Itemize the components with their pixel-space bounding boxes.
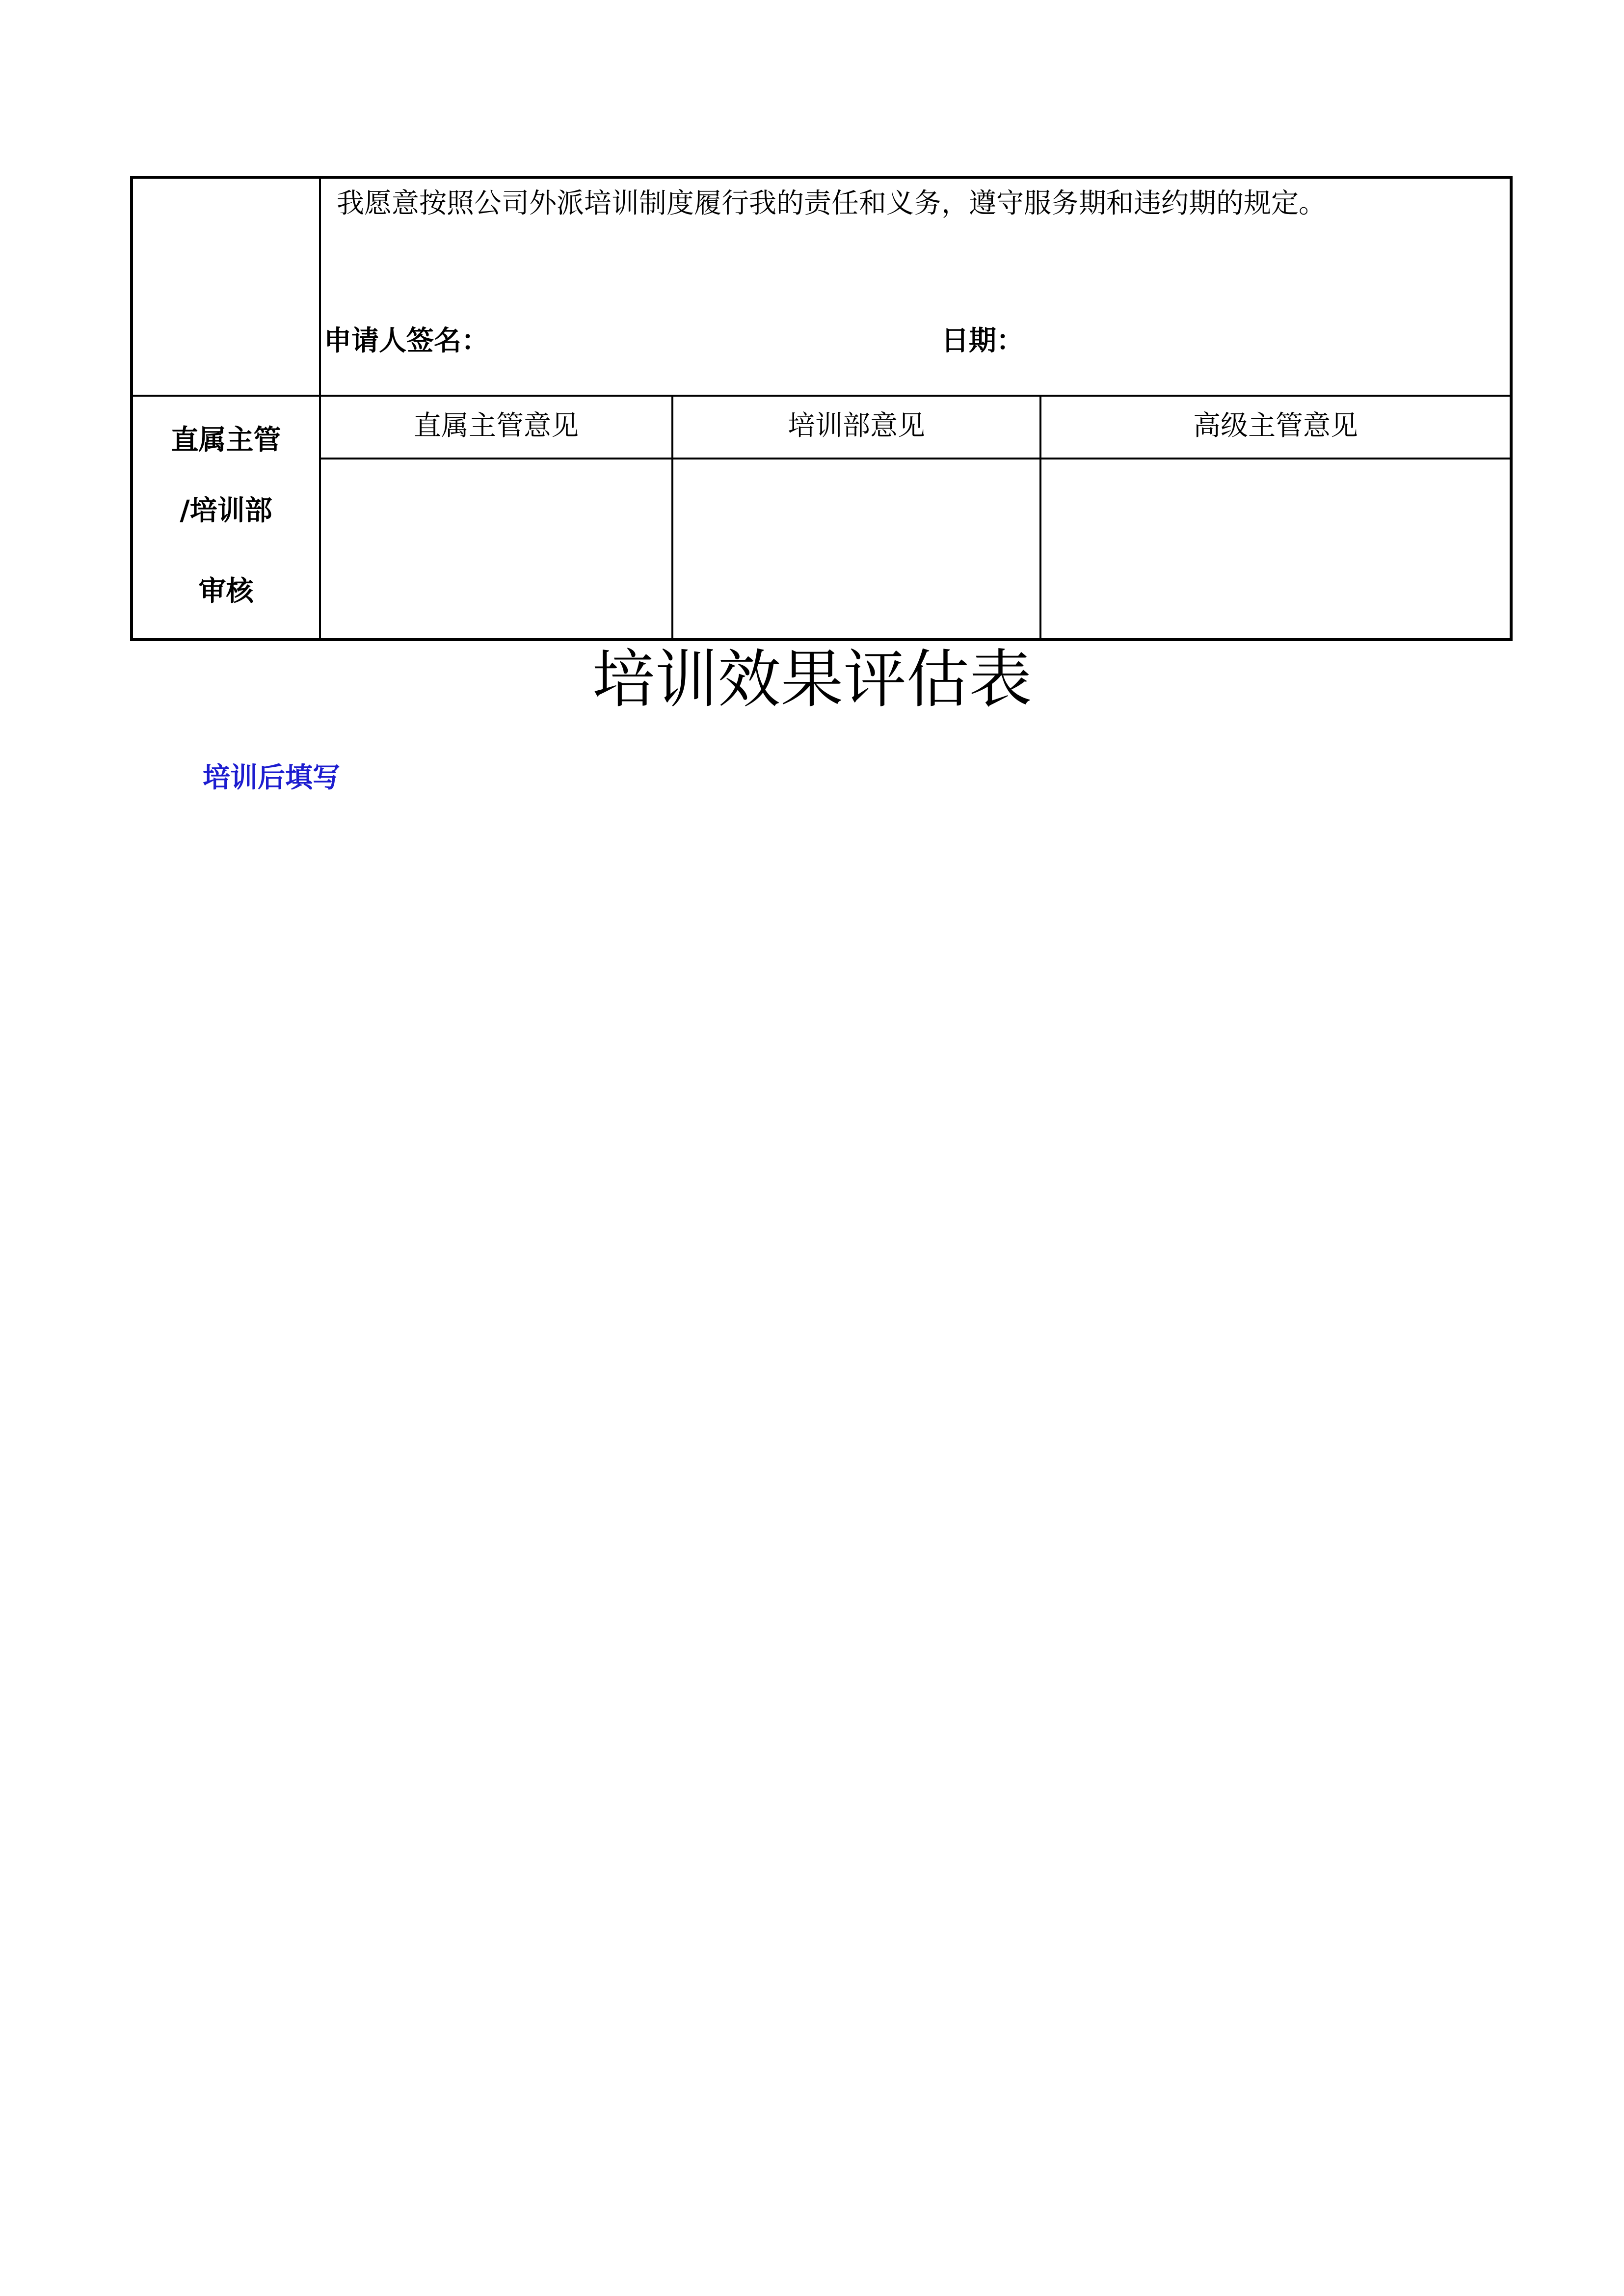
pledge-cell bbox=[321, 179, 1510, 397]
supervisor-opinion-column bbox=[321, 397, 673, 638]
application-form-table bbox=[130, 176, 1513, 641]
fill-after-training-note: 培训后填写 bbox=[203, 762, 340, 794]
senior-supervisor-opinion-column bbox=[1041, 397, 1510, 638]
review-opinions-grid bbox=[321, 397, 1510, 638]
review-row-label-cell bbox=[133, 397, 321, 638]
evaluation-form-title: 培训效果评估表 bbox=[592, 643, 1032, 716]
review-label-line-3: 审核 bbox=[198, 575, 254, 607]
training-dept-opinion-field[interactable] bbox=[673, 459, 1039, 638]
review-label-line-1: 直属主管 bbox=[171, 424, 281, 456]
pledge-row-label-cell bbox=[133, 179, 321, 397]
senior-supervisor-opinion-header: 高级主管意见 bbox=[1041, 397, 1510, 459]
senior-supervisor-opinion-field[interactable] bbox=[1041, 459, 1510, 638]
pledge-statement: 我愿意按照公司外派培训制度履行我的责任和义务，遵守服务期和违约期的规定。 bbox=[337, 188, 1326, 219]
review-label-line-2: /培训部 bbox=[180, 495, 272, 527]
training-dept-opinion-header: 培训部意见 bbox=[673, 397, 1039, 459]
date-label: 日期： bbox=[941, 325, 1024, 357]
applicant-signature-label: 申请人签名： bbox=[324, 325, 489, 357]
supervisor-opinion-field[interactable] bbox=[321, 459, 671, 638]
supervisor-opinion-header: 直属主管意见 bbox=[321, 397, 671, 459]
training-dept-opinion-column bbox=[673, 397, 1041, 638]
